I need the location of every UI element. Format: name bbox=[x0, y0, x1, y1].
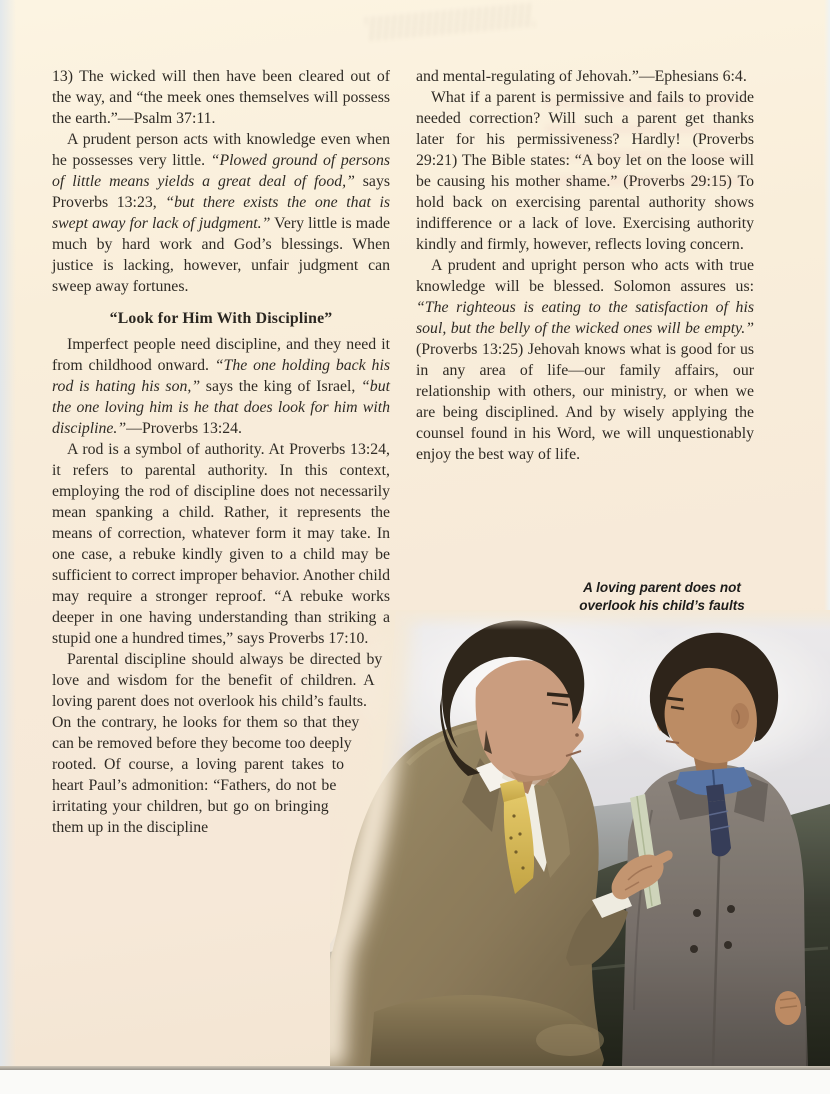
paragraph: 13) The wicked will then have been cleared out of the way, and “the meek ones themselves will possess the earth.”—Psalm 37:11. bbox=[52, 68, 390, 127]
paragraph: Imperfect people need discipline, and they need it from childhood onward. “The one holding back his rod is hating his son,” says the king of Israel, “but the one loving him is he that does look for him with discipline.”—Proverbs 13:24. bbox=[52, 336, 390, 437]
paragraph: Parental discipline should always be directed by love and wisdom for the benefit of children. A loving parent does not overlook his child’s faults. On the contrary, he looks for them so that they can be removed before they become too deeply rooted. Of course, a loving parent takes to heart Paul’s admonition: “Fathers, do not be irritating your children, but go on bringing them up in the discipline bbox=[52, 651, 383, 836]
scan-margin bbox=[0, 1070, 830, 1094]
photo-illustration bbox=[330, 610, 830, 1066]
photo-edge-fade bbox=[330, 610, 830, 1066]
paragraph: and mental-regulating of Jehovah.”—Ephesians 6:4. bbox=[416, 68, 747, 85]
section-heading: “Look for Him With Discipline” bbox=[109, 310, 333, 327]
photo-caption-line-1: A loving parent does not bbox=[583, 580, 741, 595]
text-column-right bbox=[416, 66, 754, 465]
photo-caption bbox=[528, 579, 796, 614]
paragraph: A prudent person acts with knowledge even when he possesses very little. “Plowed ground of persons of little means yields a great deal of food,” says Proverbs 13:23, “but there exists the one that is swept away for lack of judgment.” Very little is made much by hard work and God’s blessings. When justice is lacking, however, unfair judgment can sweep away fortunes. bbox=[52, 131, 390, 295]
photo-caption-line-2: overlook his child’s faults bbox=[579, 597, 745, 613]
photo-father-talking-to-son bbox=[330, 610, 830, 1066]
paragraph: A prudent and upright person who acts with true knowledge will be blessed. Solomon assures us: “The righteous is eating to the satisfaction of his soul, but the belly of the wicked ones will be empty.” (Proverbs 13:25) Jehovah knows what is good for us in any area of life—our family affairs, our relationship with others, our ministry, or when we are being disciplined. And by wisely applying the counsel found in his Word, we will unquestionably enjoy the best way of life. bbox=[416, 257, 754, 463]
bleedthrough-smudge bbox=[365, 3, 534, 42]
paragraph: What if a parent is permissive and fails to provide needed correction? Will such a parent get thanks later for his permissiveness? Hardly! (Proverbs 29:21) The Bible states: “A boy let on the loose will be causing his mother shame.” (Proverbs 29:15) To hold back on exercising parental authority shows indifference or a lack of love. Exercising authority kindly and firmly, however, reflects loving concern. bbox=[416, 89, 754, 253]
text-column-left bbox=[52, 66, 390, 901]
paragraph: A rod is a symbol of authority. At Proverbs 13:24, it refers to parental authority. In this context, employing the rod of discipline does not necessarily mean spanking a child. Rather, it represents the means of correction, whatever form it may take. In one case, a rebuke kindly given to a child may be sufficient to correct improper behavior. Another child may require a stronger reproof. “A rebuke works deeper in one having understanding than striking a stupid one a hundred times,” says Proverbs 17:10. bbox=[52, 441, 390, 647]
page-left-edge bbox=[0, 0, 16, 1066]
